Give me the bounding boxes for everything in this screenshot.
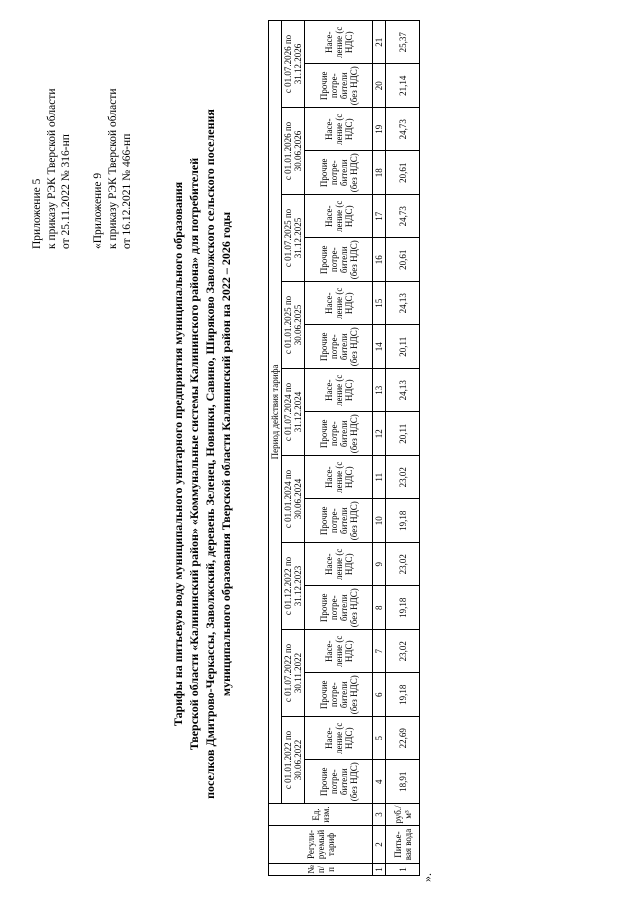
sub-pop: Насе- ление (с НДС) (305, 717, 373, 761)
annex5-line: к приказу РЭК Тверской области (45, 88, 58, 249)
column-numbers-row (373, 21, 386, 876)
header-no: № п/ п (269, 864, 373, 876)
sub-pop: Насе- ление (с НДС) (305, 282, 373, 326)
col-number: 9 (373, 543, 386, 587)
sub-other: Прочие потре- бители (без НДС) (305, 151, 373, 195)
value-cell: 23,02 (386, 543, 420, 587)
col-number: 10 (373, 499, 386, 543)
tariff-table (268, 20, 420, 876)
annex9-block (91, 89, 135, 250)
col-number: 2 (373, 826, 386, 864)
value-cell: 24,73 (386, 108, 420, 152)
period-cell: с 01.01.2026 по 30.06.2026 (282, 108, 305, 195)
sub-other: Прочие потре- бители (без НДС) (305, 499, 373, 543)
sub-other: Прочие потре- бители (без НДС) (305, 586, 373, 630)
col-number: 6 (373, 673, 386, 717)
header-tariff: Регули- руемый тариф (269, 826, 373, 864)
value-cell: 18,91 (386, 760, 420, 804)
title-line: Тверской области «Калининский район» «Коммунальные системы Калининского района» для потребителей (187, 157, 201, 751)
col-number: 19 (373, 108, 386, 152)
col-number: 16 (373, 238, 386, 282)
value-cell: 23,02 (386, 456, 420, 500)
title-line: поселков Дмитрово-Черкассы, Заволжский, деревень Зеленец, Новинки, Савино, Ширяково Заволжского сельского поселения (203, 109, 217, 799)
sub-other: Прочие потре- бители (без НДС) (305, 64, 373, 108)
closing-quote: ». (420, 873, 434, 882)
annex9-line: к приказу РЭК Тверской области (106, 88, 119, 249)
col-number: 11 (373, 456, 386, 500)
value-cell: 19,18 (386, 673, 420, 717)
value-cell: 24,13 (386, 282, 420, 326)
col-number: 5 (373, 717, 386, 761)
header-row-3 (305, 21, 373, 876)
period-cell: с 01.07.2025 по 31.12.2025 (282, 195, 305, 282)
col-number: 17 (373, 195, 386, 239)
col-number: 1 (373, 864, 386, 876)
document-title (170, 24, 234, 884)
annex9-line: «Приложение 9 (92, 172, 104, 249)
value-cell: 23,02 (386, 630, 420, 674)
annex5-block (30, 89, 74, 250)
header-period: Период действия тарифа (269, 21, 282, 804)
col-number: 21 (373, 21, 386, 65)
value-cell: 20,11 (386, 325, 420, 369)
annex9-line: от 16.12.2021 № 466-нп (121, 133, 133, 249)
period-cell: с 01.01.2024 по 30.06.2024 (282, 456, 305, 543)
title-line: муниципального образования Тверской области Калининский район на 2022 – 2026 годы (219, 211, 233, 697)
period-cell: с 01.07.2024 по 31.12.2024 (282, 369, 305, 456)
sub-pop: Насе- ление (с НДС) (305, 21, 373, 65)
sub-pop: Насе- ление (с НДС) (305, 630, 373, 674)
col-number: 20 (373, 64, 386, 108)
col-number: 13 (373, 369, 386, 413)
sub-other: Прочие потре- бители (без НДС) (305, 325, 373, 369)
col-number: 7 (373, 630, 386, 674)
period-cell: с 01.12.2022 по 31.12.2023 (282, 543, 305, 630)
sub-pop: Насе- ление (с НДС) (305, 456, 373, 500)
row-tariff: Питье- вая вода (386, 826, 420, 864)
period-cell: с 01.07.2022 по 30.11.2022 (282, 630, 305, 717)
header-unit: Ед. изм. (269, 804, 373, 826)
row-unit: руб./ м³ (386, 804, 420, 826)
sub-other: Прочие потре- бители (без НДС) (305, 673, 373, 717)
value-cell: 19,18 (386, 586, 420, 630)
value-cell: 20,11 (386, 412, 420, 456)
sub-pop: Насе- ление (с НДС) (305, 108, 373, 152)
sub-pop: Насе- ление (с НДС) (305, 369, 373, 413)
col-number: 8 (373, 586, 386, 630)
value-cell: 20,61 (386, 238, 420, 282)
value-cell: 25,37 (386, 21, 420, 65)
annex5-line: Приложение 5 (31, 178, 43, 249)
period-cell: с 01.01.2022 по 30.06.2022 (282, 717, 305, 804)
col-number: 3 (373, 804, 386, 826)
sub-pop: Насе- ление (с НДС) (305, 195, 373, 239)
col-number: 14 (373, 325, 386, 369)
col-number: 18 (373, 151, 386, 195)
row-no: 1 (386, 864, 420, 876)
period-cell: с 01.01.2025 по 30.06.2025 (282, 282, 305, 369)
value-cell: 21,14 (386, 64, 420, 108)
header-row-1 (269, 21, 282, 876)
col-number: 12 (373, 412, 386, 456)
value-cell: 24,13 (386, 369, 420, 413)
value-cell: 20,61 (386, 151, 420, 195)
title-line: Тарифы на питьевую воду муниципального унитарного предприятия муниципального образования (171, 181, 185, 727)
table-row (386, 21, 420, 876)
period-cell: с 01.07.2026 по 31.12.2026 (282, 21, 305, 108)
header-row-2 (282, 21, 305, 876)
value-cell: 22,69 (386, 717, 420, 761)
sub-other: Прочие потре- бители (без НДС) (305, 760, 373, 804)
col-number: 15 (373, 282, 386, 326)
value-cell: 24,73 (386, 195, 420, 239)
col-number: 4 (373, 760, 386, 804)
sub-other: Прочие потре- бители (без НДС) (305, 412, 373, 456)
annex5-line: от 25.11.2022 № 316-нп (60, 134, 72, 249)
sub-pop: Насе- ление (с НДС) (305, 543, 373, 587)
value-cell: 19,18 (386, 499, 420, 543)
sub-other: Прочие потре- бители (без НДС) (305, 238, 373, 282)
